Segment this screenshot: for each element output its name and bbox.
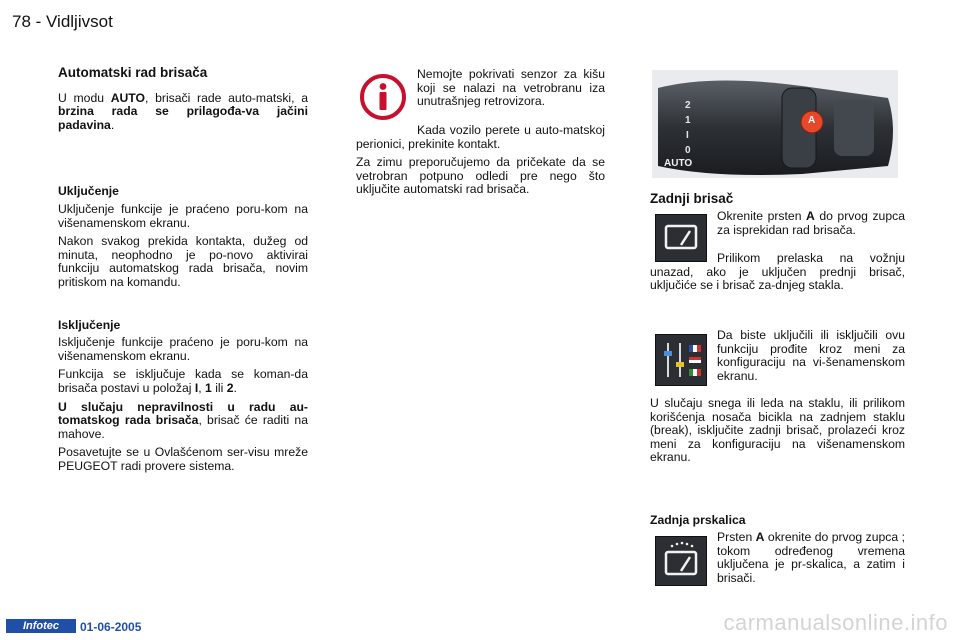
auto-intro: U modu AUTO, brisači rade auto-matski, a brzina rada se prilagođa-va jačini padavina. (58, 90, 308, 132)
rear-wiper-text-top (717, 210, 905, 242)
page-title: 78 - Vidljivsot (12, 12, 113, 31)
infotec-logo: Infotec (6, 619, 76, 633)
off-paragraph-2: Funkcija se isključuje kada se koman-da brisača postavi u položaj I, 1 ili 2. (58, 367, 308, 395)
note-paragraph-3: Za zimu preporučujemo da pričekate da se vetrobran potpuno odledi pre nego što uključite automatski rad brisača. (356, 155, 605, 197)
washer-text (717, 531, 905, 590)
rear-paragraph-2: Prilikom prelaska na vožnju unazad, ako je uključen prednji brisač, uključiće se i brisač za-dnjeg stakla. (650, 251, 905, 293)
off-heading: Isključenje (58, 317, 121, 332)
washer-heading-wrap (650, 514, 905, 532)
rear-snow-text (650, 397, 905, 470)
rear-paragraph-4: U slučaju snega ili leda na staklu, ili prilikom korišćenja nosača bicikla na zadnjem staklu (break), isključite zadnji brisač, prolazeći kroz meni za konfiguraciju na višenamenskom ekranu. (650, 396, 905, 465)
rear-wiper-heading-wrap (650, 192, 905, 206)
off-paragraph-1: Isključenje funkcije praćeno je poru-kom na višenamenskom ekranu. (58, 335, 308, 363)
wiper-stalk-image (652, 70, 898, 178)
stalk-position-2: 2 (685, 100, 691, 111)
auto-wiper-column (58, 66, 308, 478)
rear-washer-icon (655, 536, 707, 586)
rear-washer-icon-svg (656, 537, 706, 585)
rear-wiper-heading: Zadnji brisač (650, 191, 734, 206)
rear-wiper-text-wrap (650, 252, 905, 298)
note-paragraph-1: Nemojte pokrivati senzor za kišu koji se nalazi na vetrobranu iza unutrašnjeg retrovizora. (417, 67, 605, 109)
auto-wiper-heading: Automatski rad brisača (58, 65, 208, 80)
note-top (417, 68, 605, 114)
stalk-auto-label: AUTO (664, 158, 693, 169)
fault-paragraph: U slučaju nepravilnosti u radu au-tomatskog rada brisača, brisač će raditi na mahove. (58, 399, 308, 441)
on-paragraph-1: Uključenje funkcije je praćeno poru-kom na višenamenskom ekranu. (58, 201, 308, 230)
stalk-position-I: I (686, 130, 689, 141)
config-menu-icon (655, 334, 707, 386)
watermark: carmanualsonline.info (723, 610, 948, 635)
rear-paragraph-1: Okrenite prsten A do prvog zupca za isprekidan rad brisača. (717, 209, 905, 237)
stalk-ring-label: A (808, 115, 816, 126)
on-heading: Uključenje (58, 184, 119, 199)
stalk-position-0: 0 (685, 145, 691, 156)
rear-paragraph-3: Da biste uključili ili isključili ovu funkciju prođite kroz meni za konfiguraciju na vi-šenamenskom ekranu. (717, 328, 905, 383)
footer-date: 01-06-2005 (80, 620, 142, 634)
washer-paragraph-1: Prsten A okrenite do prvog zupca ; tokom određenog vremena uključena je pr-skalica, a zatim i brisači. (717, 530, 905, 585)
info-icon (358, 72, 408, 122)
washer-heading: Zadnja prskalica (650, 513, 746, 527)
service-paragraph: Posavetujte se u Ovlašćenom ser-visu mreže PEUGEOT radi provere sistema. (58, 445, 308, 473)
rear-config-text (717, 329, 905, 388)
stalk-position-1: 1 (685, 115, 691, 126)
note-bottom (356, 124, 605, 202)
config-menu-icon-svg (656, 335, 706, 385)
note-paragraph-2: Kada vozilo perete u auto-matskoj perionici, prekinite kontakt. (356, 123, 605, 151)
on-paragraph-2: Nakon svakog prekida kontakta, dužeg od minuta, neophodno je po-novo aktivirai funkciju automatskog rada brisača, novim pritiskom na komandu. (58, 234, 308, 289)
